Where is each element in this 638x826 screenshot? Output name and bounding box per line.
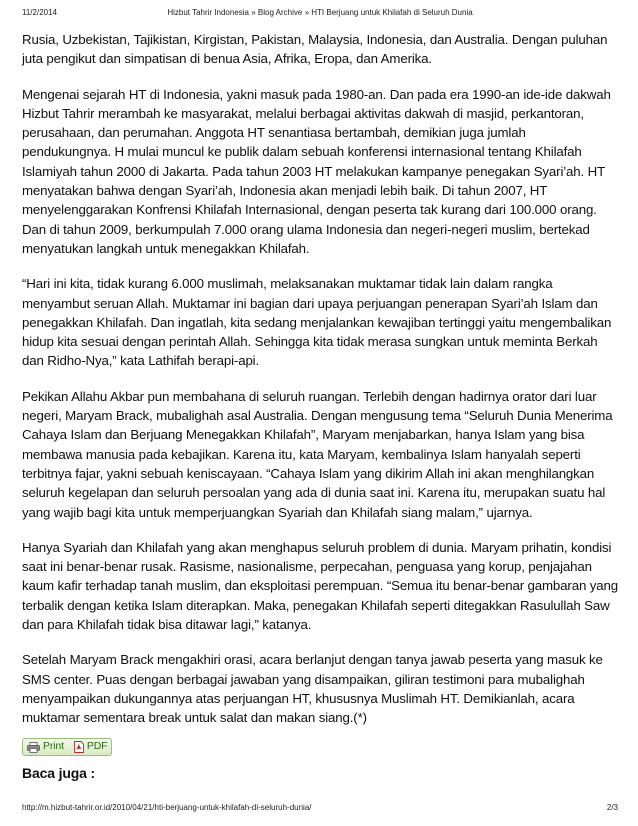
print-pdf-button[interactable]	[22, 738, 112, 756]
article-paragraph: Setelah Maryam Brack mengakhiri orasi, acara berlanjut dengan tanya jawab peserta yang masuk ke SMS center. Puas dengan berbagai jawaban yang disampaikan, giliran testimoni para mubalighah menyampaikan dukungannya atas perjuangan HT, khususnya Muslimah HT. Demikianlah, acara muktamar sementara break untuk salat dan makan siang.(*)	[22, 652, 603, 726]
print-label: Print	[43, 739, 64, 752]
print-date: 11/2/2014	[22, 8, 57, 17]
pdf-icon	[74, 741, 84, 753]
article-paragraph: “Hari ini kita, tidak kurang 6.000 muslimah, melaksanakan muktamar tidak lain dalam rangka menyambut seruan Allah. Muktamar ini bagian dari upaya perjuangan penerapan Syari’ah Islam dan penegakkan Khilafah. Dan ingatlah, kita sedang menjalankan kewajiban tertinggi yaitu mengembalikan hidup kita sesuai dengan perintah Allah. Sehingga kita tidak merasa sungkan untuk meminta Berkah dan Ridho-Nya,” kata Lathifah berapi-api.	[22, 276, 612, 369]
article-paragraph: Pekikan Allahu Akbar pun membahana di seluruh ruangan. Terlebih dengan hadirnya orator dari luar negeri, Maryam Brack, mubalighah asal Australia. Dengan mengusung tema “Seluruh Dunia Menerima Cahaya Islam dan Berjuang Menegakkan Khilafah”, Maryam menjabarkan, hanya Islam yang bisa membawa manusia pada kebajikan. Karena itu, kata Maryam, kembalinya Islam hanyalah seperti terbitnya fajar, yakni sebuah keniscayaan. “Cahaya Islam yang dikirim Allah ini akan menghilangkan seluruh kegelapan dan seluruh persoalan yang ada di dunia saat ini. Karena itu, merupakan suatu hal yang wajib bagi kita untuk memperjuangkan Syariah dan Khilafah siang malam,” ujarnya.	[22, 388, 613, 520]
page-url: http://m.hizbut-tahrir.or.id/2010/04/21/hti-berjuang-untuk-khilafah-di-seluruh-dunia/	[22, 803, 312, 812]
article-paragraph: Hanya Syariah dan Khilafah yang akan menghapus seluruh problem di dunia. Maryam prihatin, kondisi saat ini benar-benar rusak. Rasisme, nasionalisme, perpecahan, penguasa yang korup, penjajahan kaum kafir terhadap tanah muslim, dan eksploitasi perempuan. “Semua itu benar-benar gambaran yang terbalik dengan ketika Islam diterapkan. Maka, penegakan Khilafah seperti ditegakkan Rasulullah Saw dan para Khilafah tidak bisa ditawar lagi,” katanya.	[22, 539, 618, 633]
pdf-label: PDF	[86, 739, 108, 752]
article-body	[22, 30, 618, 784]
page-number: 2/3	[606, 803, 618, 812]
printer-icon	[27, 741, 40, 752]
article-paragraph: Rusia, Uzbekistan, Tajikistan, Kirgistan, Pakistan, Malaysia, Indonesia, dan Australia. Dengan puluhan juta pengikut dan simpatisan di benua Asia, Afrika, Eropa, dan Amerika.	[22, 32, 608, 67]
page-title: Hizbut Tahrir Indonesia » Blog Archive » HTI Berjuang untuk Khilafah di Seluruh Dunia	[167, 8, 473, 17]
article-paragraph: Mengenai sejarah HT di Indonesia, yakni masuk pada 1980-an. Dan pada era 1990-an ide-ide dakwah Hizbut Tahrir merambah ke masyarakat, melalui berbagai aktivitas dakwah di masjid, perkantoran, perusahaan, dan perumahan. Anggota HT senantiasa bertambah, demikian juga jumlah pendukungnya. H mulai muncul ke publik dalam sebuah konferensi internasional tentang Khilafah Islamiyah tahun 2000 di Jakarta. Pada tahun 2003 HT melakukan kampanye penegakan Syari’ah. HT menyatakan bahwa dengan Syari’ah, Indonesia akan menjadi lebih baik. Di tahun 2007, HT menyelenggarakan Konfrensi Khilafah Internasional, dengan peserta tak kurang dari 100.000 orang. Dan di tahun 2009, berkumpulah 7.000 orang ulama Indonesia dan negeri-negeri muslim, bertekad menyatukan langkah untuk menegakkan Khilafah.	[22, 86, 611, 256]
related-heading: Baca juga :	[22, 765, 96, 782]
